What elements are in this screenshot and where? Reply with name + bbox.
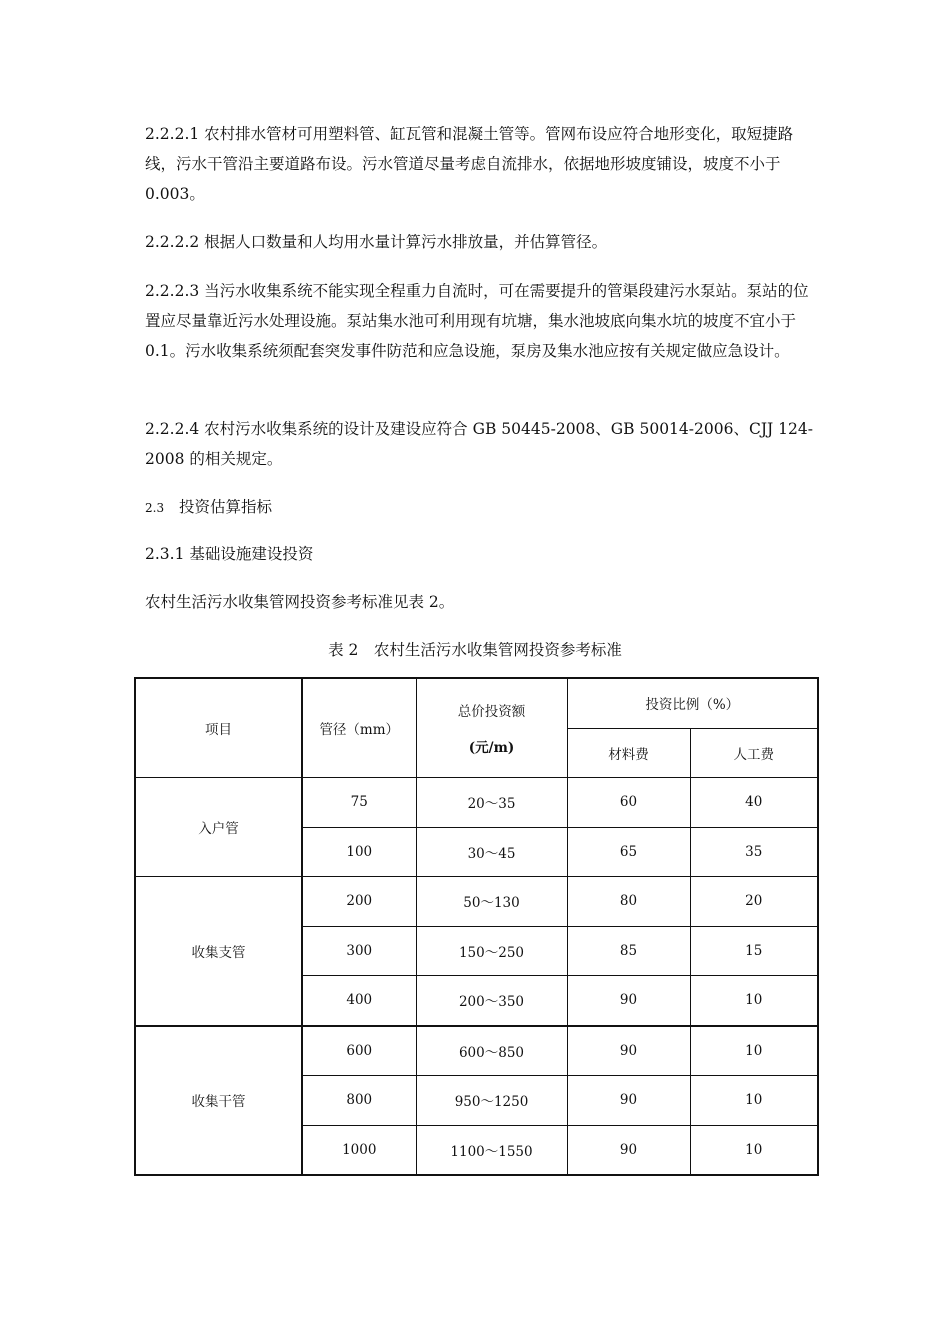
- cell-total: 20～35: [416, 778, 567, 828]
- cell-material: 60: [567, 778, 690, 828]
- cell-labor: 20: [690, 877, 818, 927]
- paragraph-2-2-2-4: 2.2.2.4 农村污水收集系统的设计及建设应符合 GB 50445-2008、GB 50014-2006、CJJ 124-2008 的相关规定。: [145, 420, 813, 468]
- group-name: 收集支管: [135, 877, 302, 1026]
- table-header-row: [135, 678, 818, 728]
- header-material: 材料费: [567, 728, 690, 778]
- section-heading-2-3-1: 2.3.1 基础设施建设投资: [145, 545, 314, 563]
- cell-total: 150～250: [416, 926, 567, 976]
- cell-material: 90: [567, 976, 690, 1026]
- cell-material: 80: [567, 877, 690, 927]
- investment-table: [134, 677, 819, 1176]
- paragraph-2-2-2-3: 2.2.2.3 当污水收集系统不能实现全程重力自流时，可在需要提升的管渠段建污水泵站。泵站的位置应尽量靠近污水处理设施。泵站集水池可利用现有坑塘，集水池坡底向集水坑的坡度不宜小于 0.1。污水收集系统须配套突发事件防范和应急设施，泵房及集水池应按有关规定做应急设计。: [145, 282, 809, 360]
- header-labor: 人工费: [690, 728, 818, 778]
- header-ratio: 投资比例（%）: [567, 678, 818, 728]
- header-total: [416, 678, 567, 778]
- cell-diameter: 75: [302, 778, 416, 828]
- cell-diameter: 800: [302, 1076, 416, 1126]
- table-row: [135, 1026, 818, 1076]
- cell-material: 65: [567, 827, 690, 877]
- header-total-unit: (元/m): [468, 740, 515, 756]
- section-number: 2.3: [145, 501, 165, 515]
- group-name: 入户管: [135, 778, 302, 877]
- cell-labor: 10: [690, 1026, 818, 1076]
- cell-total: 600～850: [416, 1026, 567, 1076]
- cell-material: 85: [567, 926, 690, 976]
- section-heading-2-3: [145, 492, 272, 523]
- cell-diameter: 300: [302, 926, 416, 976]
- cell-labor: 10: [690, 1125, 818, 1175]
- cell-total: 1100～1550: [416, 1125, 567, 1175]
- cell-labor: 10: [690, 976, 818, 1026]
- table-caption: 表 2 农村生活污水收集管网投资参考标准: [328, 641, 622, 659]
- paragraph-2-2-2-2: 2.2.2.2 根据人口数量和人均用水量计算污水排放量，并估算管径。: [145, 233, 608, 251]
- cell-diameter: 200: [302, 877, 416, 927]
- cell-labor: 40: [690, 778, 818, 828]
- paragraph-2-2-2-1: 2.2.2.1 农村排水管材可用塑料管、缸瓦管和混凝土管等。管网布设应符合地形变化，取短捷路线，污水干管沿主要道路布设。污水管道尽量考虑自流排水，依据地形坡度铺设，坡度不小于 0.003。: [145, 125, 794, 203]
- cell-material: 90: [567, 1076, 690, 1126]
- cell-diameter: 600: [302, 1026, 416, 1076]
- cell-material: 90: [567, 1026, 690, 1076]
- cell-total: 50～130: [416, 877, 567, 927]
- cell-total: 950～1250: [416, 1076, 567, 1126]
- cell-total: 200～350: [416, 976, 567, 1026]
- group-name: 收集干管: [135, 1026, 302, 1176]
- cell-diameter: 400: [302, 976, 416, 1026]
- cell-labor: 35: [690, 827, 818, 877]
- header-item: 项目: [135, 678, 302, 778]
- cell-material: 90: [567, 1125, 690, 1175]
- header-total-label: 总价投资额: [457, 704, 526, 720]
- cell-labor: 10: [690, 1076, 818, 1126]
- header-diameter-label: 管径（mm）: [319, 722, 400, 738]
- table-row: [135, 877, 818, 927]
- cell-total: 30～45: [416, 827, 567, 877]
- section-title: 投资估算指标: [179, 498, 273, 516]
- cell-labor: 15: [690, 926, 818, 976]
- table-reference-paragraph: 农村生活污水收集管网投资参考标准见表 2。: [145, 593, 455, 611]
- table-row: [135, 778, 818, 828]
- cell-diameter: 1000: [302, 1125, 416, 1175]
- header-diameter: [302, 678, 416, 778]
- cell-diameter: 100: [302, 827, 416, 877]
